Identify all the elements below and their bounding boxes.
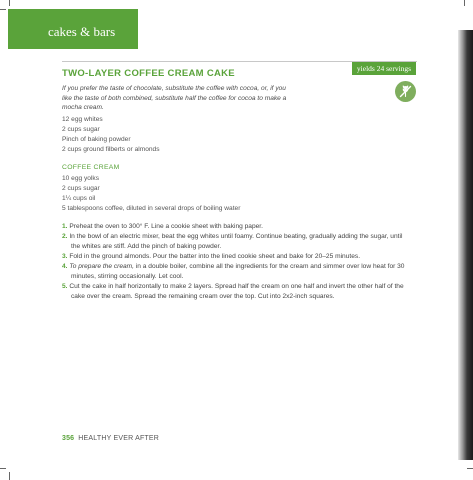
crop-mark: [0, 468, 6, 469]
yields-badge: yields 24 servings: [352, 62, 416, 75]
ingredient-item: 12 egg whites: [62, 116, 103, 123]
step-text: the whites are stiff. Add the pinch of baking powder.: [71, 243, 222, 250]
crop-mark: [467, 468, 473, 469]
step-item: [62, 282, 422, 302]
page-number: 356: [62, 435, 75, 442]
step-item: [62, 252, 422, 262]
section-title: cakes & bars: [48, 24, 116, 39]
ingredient-item: 5 tablespoons coffee, diluted in several drops of boiling water: [62, 205, 241, 212]
step-item: [62, 262, 422, 282]
crop-mark: [464, 0, 465, 6]
page-edge-shadow: [458, 30, 473, 460]
intro-line: If you prefer the taste of chocolate, substitute the coffee with cocoa, or, if you: [62, 85, 286, 92]
gluten-free-icon: [395, 81, 416, 102]
step-number: 3.: [62, 253, 68, 260]
step-text: Fold in the ground almonds. Pour the batter into the lined cookie sheet and bake for 20–25 minutes.: [69, 253, 361, 260]
intro-line: mocha cream.: [62, 104, 104, 111]
step-number: 1.: [62, 223, 68, 230]
ingredient-item: 10 egg yolks: [62, 175, 100, 182]
step-item: [62, 222, 422, 232]
ingredient-item: 2 cups sugar: [62, 185, 100, 192]
page-footer: [62, 435, 159, 442]
cream-ingredient-list: [62, 174, 240, 214]
ingredient-item: 1¼ cups oil: [62, 195, 96, 202]
ingredient-item: Pinch of baking powder: [62, 136, 131, 143]
step-text: cake over the cream. Spread the remaining cream over the top. Cut into 2x2-inch squares.: [71, 293, 335, 300]
crop-mark: [9, 0, 10, 6]
step-number: 4.: [62, 263, 68, 270]
step-text: In the bowl of an electric mixer, beat the egg whites until foamy. Continue beating, gradually adding the sugar, until: [69, 233, 403, 240]
method-steps: [62, 222, 422, 302]
step-lead: To prepare the cream,: [69, 263, 134, 270]
ingredient-item: 2 cups sugar: [62, 126, 100, 133]
intro-line: like the taste of both combined, substitute half the coffee for cocoa to make a: [62, 94, 287, 102]
step-item: [62, 232, 422, 252]
step-text: Cut the cake in half horizontally to make 2 layers. Spread half the cream on one half and invert the other half of the: [69, 283, 404, 290]
recipe-title: TWO-LAYER COFFEE CREAM CAKE: [62, 68, 235, 79]
cream-heading: COFFEE CREAM: [62, 164, 120, 171]
crop-mark: [9, 472, 10, 480]
step-number: 2.: [62, 233, 68, 240]
step-text: in a double boiler, combine all the ingredients for the cream and simmer over low heat for 30: [133, 263, 405, 270]
section-header-band: [8, 9, 138, 49]
step-text: minutes, stirring occasionally. Let cool.: [71, 273, 184, 280]
ingredient-item: 2 cups ground filberts or almonds: [62, 146, 160, 153]
crop-mark: [0, 9, 6, 10]
recipe-intro: [62, 84, 302, 113]
step-number: 5.: [62, 283, 68, 290]
step-text: Preheat the oven to 300° F. Line a cookie sheet with baking paper.: [69, 223, 263, 230]
cake-ingredient-list: [62, 115, 160, 155]
book-title: HEALTHY EVER AFTER: [78, 435, 160, 442]
